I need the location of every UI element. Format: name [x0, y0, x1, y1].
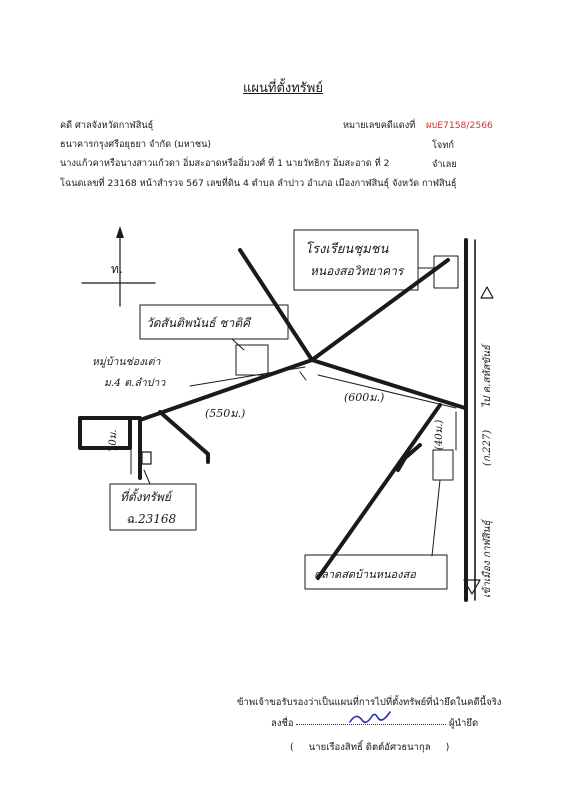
distance-600: (600ม.): [344, 391, 385, 404]
market-label: ตลาดสดบ้านหนองสอ: [314, 568, 416, 581]
page-title: แผนที่ตั้งทรัพย์: [243, 81, 323, 96]
plaintiff-line: ธนาคารกรุงศรีอยุธยา จำกัด (มหาชน): [60, 139, 211, 150]
dist-600-line: [318, 375, 456, 408]
defendant-role: จำเลย: [432, 159, 457, 170]
plaintiff-role: โจทก์: [432, 140, 454, 151]
village-label-2: ม.4 ต.ลำปาว: [104, 377, 166, 389]
property-label-1: ที่ตั้งทรัพย์: [120, 490, 171, 504]
distance-550: (550ม.): [205, 407, 246, 420]
school-label-2: หนองสอวิทยาคาร: [310, 264, 404, 278]
temple-label: วัดสันติพนันธ์ ชาติคี: [146, 316, 251, 330]
deed-line: โฉนดเลขที่ 23168 หน้าสำรวจ 567 เลขที่ดิน 4 ตำบล ลำปาว อำเภอ เมืองกาฬสินธุ์ จังหวัด กาฬสินธุ์: [60, 178, 457, 189]
temple-building: [236, 345, 268, 375]
distance-40: (40ม.): [434, 419, 445, 450]
sign-label: ลงชื่อ: [271, 718, 294, 729]
case-number-label: หมายเลขคดีแดงที่: [343, 120, 416, 131]
road-code: (ก.227): [482, 429, 493, 466]
signature-line: [296, 724, 446, 725]
certify-statement: ข้าพเจ้าขอรับรองว่าเป็นแผนที่การไปที่ตั้งทรัพย์ที่นำยึดในคดีนี้จริง: [237, 697, 502, 708]
market-building: [433, 450, 453, 480]
north-arrow-head: [116, 226, 124, 238]
north-label: ท.: [111, 262, 123, 276]
road-south-branch: [160, 412, 208, 462]
defendants-line: นางแก้วคาหรือนางสาวแก้วดา อิ่มสะอาดหรืออิ่มวงศ์ ที่ 1 นายวัทธิกร อิ่มสะอาด ที่ 2: [60, 158, 390, 169]
road-east: [312, 360, 465, 408]
school-label-1: โรงเรียนชุมชน: [305, 242, 389, 257]
road-label-right: ไป ค.สหัสขันธ์: [482, 345, 493, 408]
property-marker: [142, 452, 151, 464]
signer-name: ( นายเรืองสิทธิ์ ดิตต์อัศวธนากุล ): [290, 742, 450, 753]
court-line: คดี ศาลจังหวัดกาฬสินธุ์: [60, 120, 154, 131]
road-label-left: เข้าเมือง กาฬสินธุ์: [482, 520, 493, 598]
distance-70: 70ม.: [108, 429, 119, 452]
case-number: ผบE7158/2566: [426, 120, 493, 131]
lane-to-property: [80, 420, 130, 448]
signer-role: ผู้นำยึด: [449, 718, 479, 729]
road-south-east: [318, 405, 440, 578]
arrow-up: [481, 287, 493, 298]
village-label-1: หมู่บ้านช่องเต่า: [92, 356, 161, 368]
property-label-2: ฉ.23168: [126, 512, 177, 526]
